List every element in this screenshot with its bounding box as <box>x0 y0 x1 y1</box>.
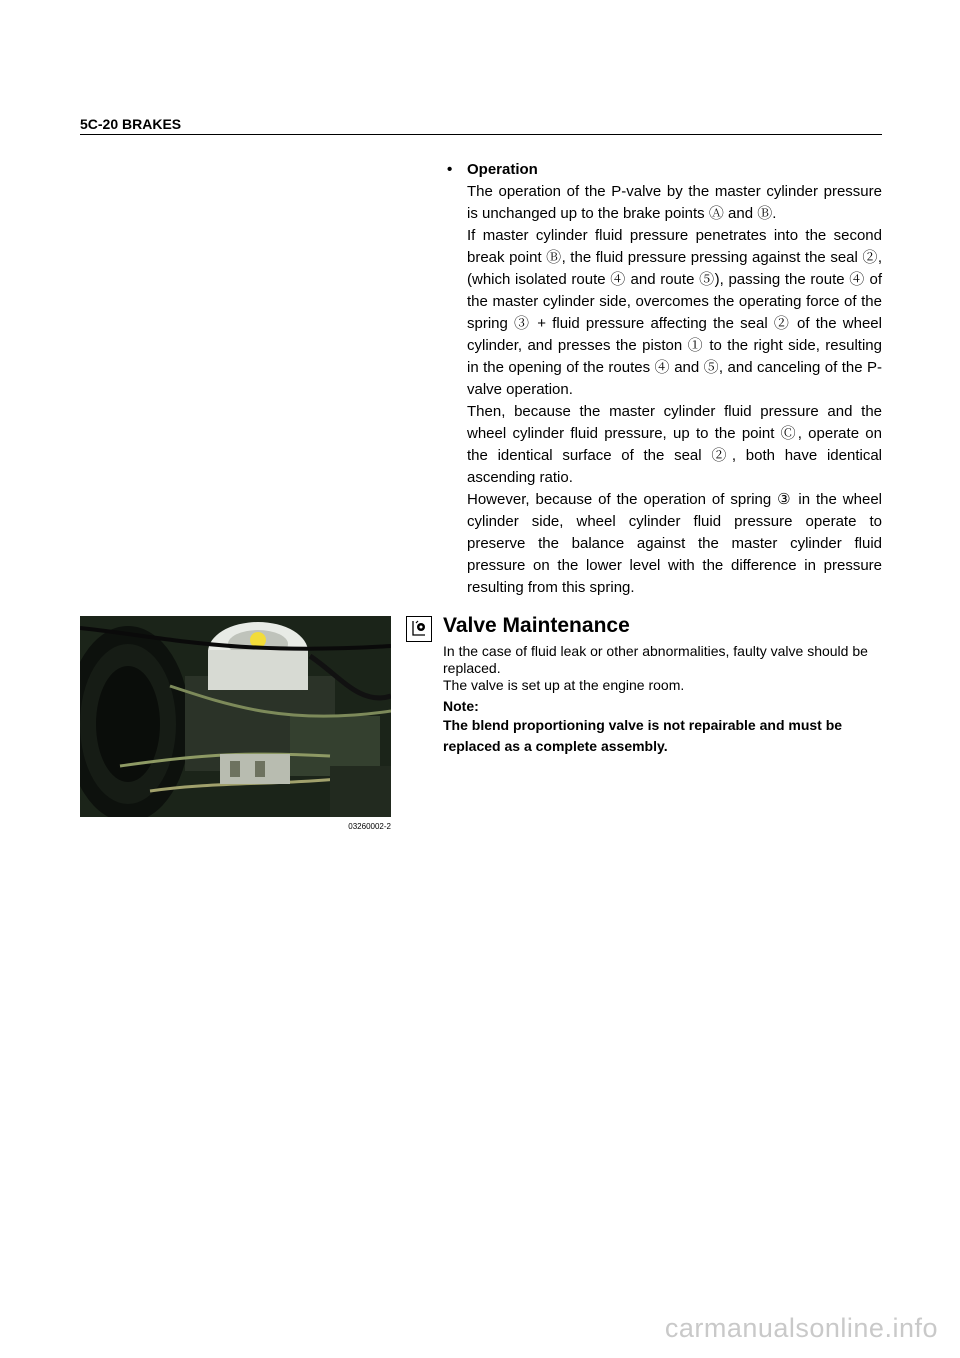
bullet-icon: • <box>447 161 453 178</box>
maintenance-line-2: The valve is set up at the engine room. <box>443 677 685 693</box>
maintenance-line-1: In the case of fluid leak or other abnormalities, faulty valve should be replaced. <box>443 643 868 676</box>
maintenance-body <box>443 643 883 757</box>
engine-room-photo-illustration <box>80 616 391 817</box>
section-title: Valve Maintenance <box>443 614 630 637</box>
engine-room-photo <box>80 616 391 817</box>
operation-paragraph-4: However, because of the operation of spring ③ in the wheel cylinder side, wheel cylinder fluid pressure operate to preserve the balance against the master cylinder fluid pressure on the lower level with the difference in pressure resulting from this spring. <box>467 491 882 596</box>
note-text: The blend proportioning valve is not repairable and must be replaced as a complete assembly. <box>443 717 843 754</box>
operation-paragraph-3: Then, because the master cylinder fluid pressure and the wheel cylinder fluid pressure, up to the point Ⓒ, operate on the identical surface of the seal ②, both have identical ascending ratio. <box>467 403 882 486</box>
page-header: 5C-20 BRAKES <box>80 116 882 135</box>
removal-icon <box>406 616 432 642</box>
note-label: Note: <box>443 698 479 714</box>
operation-heading <box>447 160 882 180</box>
removal-icon-glyph <box>407 617 431 641</box>
operation-body <box>467 181 882 599</box>
operation-heading-text: Operation <box>467 161 538 178</box>
operation-paragraph-1: The operation of the P-valve by the master cylinder pressure is unchanged up to the brake points Ⓐ and Ⓑ. <box>467 183 882 222</box>
operation-paragraph-2: If master cylinder fluid pressure penetrates into the second break point Ⓑ, the fluid pressure pressing against the seal ②, (which isolated route ④ and route ⑤), passing the route ④ of the master cylinder side, overcomes the operating force of the spring ③ + fluid pressure affecting the seal ② of the wheel cylinder, and presses the piston ① to the right side, resulting in the opening of the routes ④ and ⑤, and canceling of the P-valve operation. <box>467 227 882 398</box>
watermark: carmanualsonline.info <box>664 1313 938 1343</box>
figure-caption: 03260002-2 <box>348 822 391 831</box>
